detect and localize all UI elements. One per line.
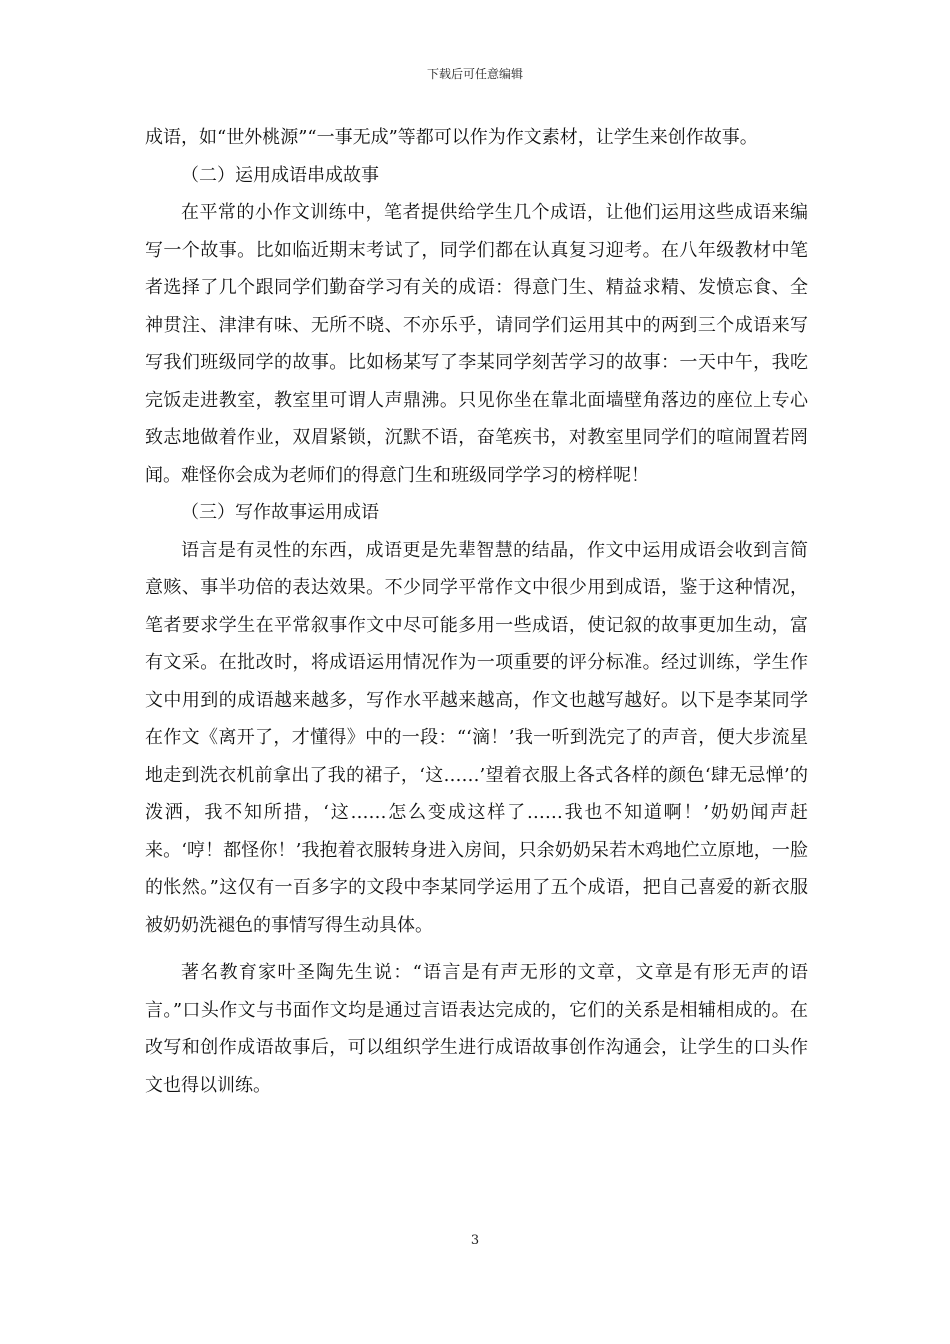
- section-heading-3: （三）写作故事运用成语: [181, 502, 379, 523]
- page-header: 下载后可任意编辑: [426, 67, 523, 81]
- document-body: [145, 119, 808, 1104]
- paragraph-continuation: 成语，如“世外桃源”“一事无成”等都可以作为作文素材，让学生来创作故事。: [145, 127, 758, 148]
- paragraph-oral-composition: 著名教育家叶圣陶先生说：“语言是有声无形的文章，文章是有形无声的语言。”口头作文与书面作文均是通过言语表达完成的，它们的关系是相辅相成的。在改写和创作成语故事后，可以组织学生进行成语故事创作沟通会，让学生的口头作文也得以训练。: [145, 962, 808, 1096]
- section-heading-2: （二）运用成语串成故事: [181, 164, 379, 186]
- page-number: 3: [470, 1233, 480, 1248]
- paragraph-idiom-story: 在平常的小作文训练中，笔者提供给学生几个成语，让他们运用这些成语来编写一个故事。比如临近期末考试了，同学们都在认真复习迎考。在八年级教材中笔者选择了几个跟同学们勤奋学习有关的成语：得意门生、精益求精、发愤忘食、全神贯注、津津有味、无所不晓、不亦乐乎，请同学们运用其中的两到三个成语来写写我们班级同学的故事。比如杨某写了李某同学刻苦学习的故事：一天中午，我吃完饭走进教室，教室里可谓人声鼎沸。只见你坐在靠北面墙壁角落边的座位上专心致志地做着作业，双眉紧锁，沉默不语，奋笔疾书，对教室里同学们的喧闹置若罔闻。难怪你会成为老师们的得意门生和班级同学学习的榜样呢！: [145, 202, 808, 486]
- paragraph-writing-with-idioms: 语言是有灵性的东西，成语更是先辈智慧的结晶，作文中运用成语会收到言简意赅、事半功倍的表达效果。不少同学平常作文中很少用到成语，鉴于这种情况，笔者要求学生在平常叙事作文中尽可能多用一些成语，使记叙的故事更加生动，富有文采。在批改时，将成语运用情况作为一项重要的评分标准。经过训练，学生作文中用到的成语越来越多，写作水平越来越高，作文也越写越好。以下是李某同学在作文《离开了，才懂得》中的一段：“‘滴！’我一听到洗完了的声音，便大步流星地走到洗衣机前拿出了我的裙子，‘这……’望着衣服上各式各样的颜色‘肆无忌惮’的泼洒，我不知所措，‘这……怎么变成这样了……我也不知道啊！’奶奶闻声赶来。‘哼！都怪你！’我抱着衣服转身进入房间，只余奶奶呆若木鸡地伫立原地，一脸的怅然。”这仅有一百多字的文段中李某同学运用了五个成语，把自己喜爱的新衣服被奶奶洗褪色的事情写得生动具体。: [145, 539, 808, 936]
